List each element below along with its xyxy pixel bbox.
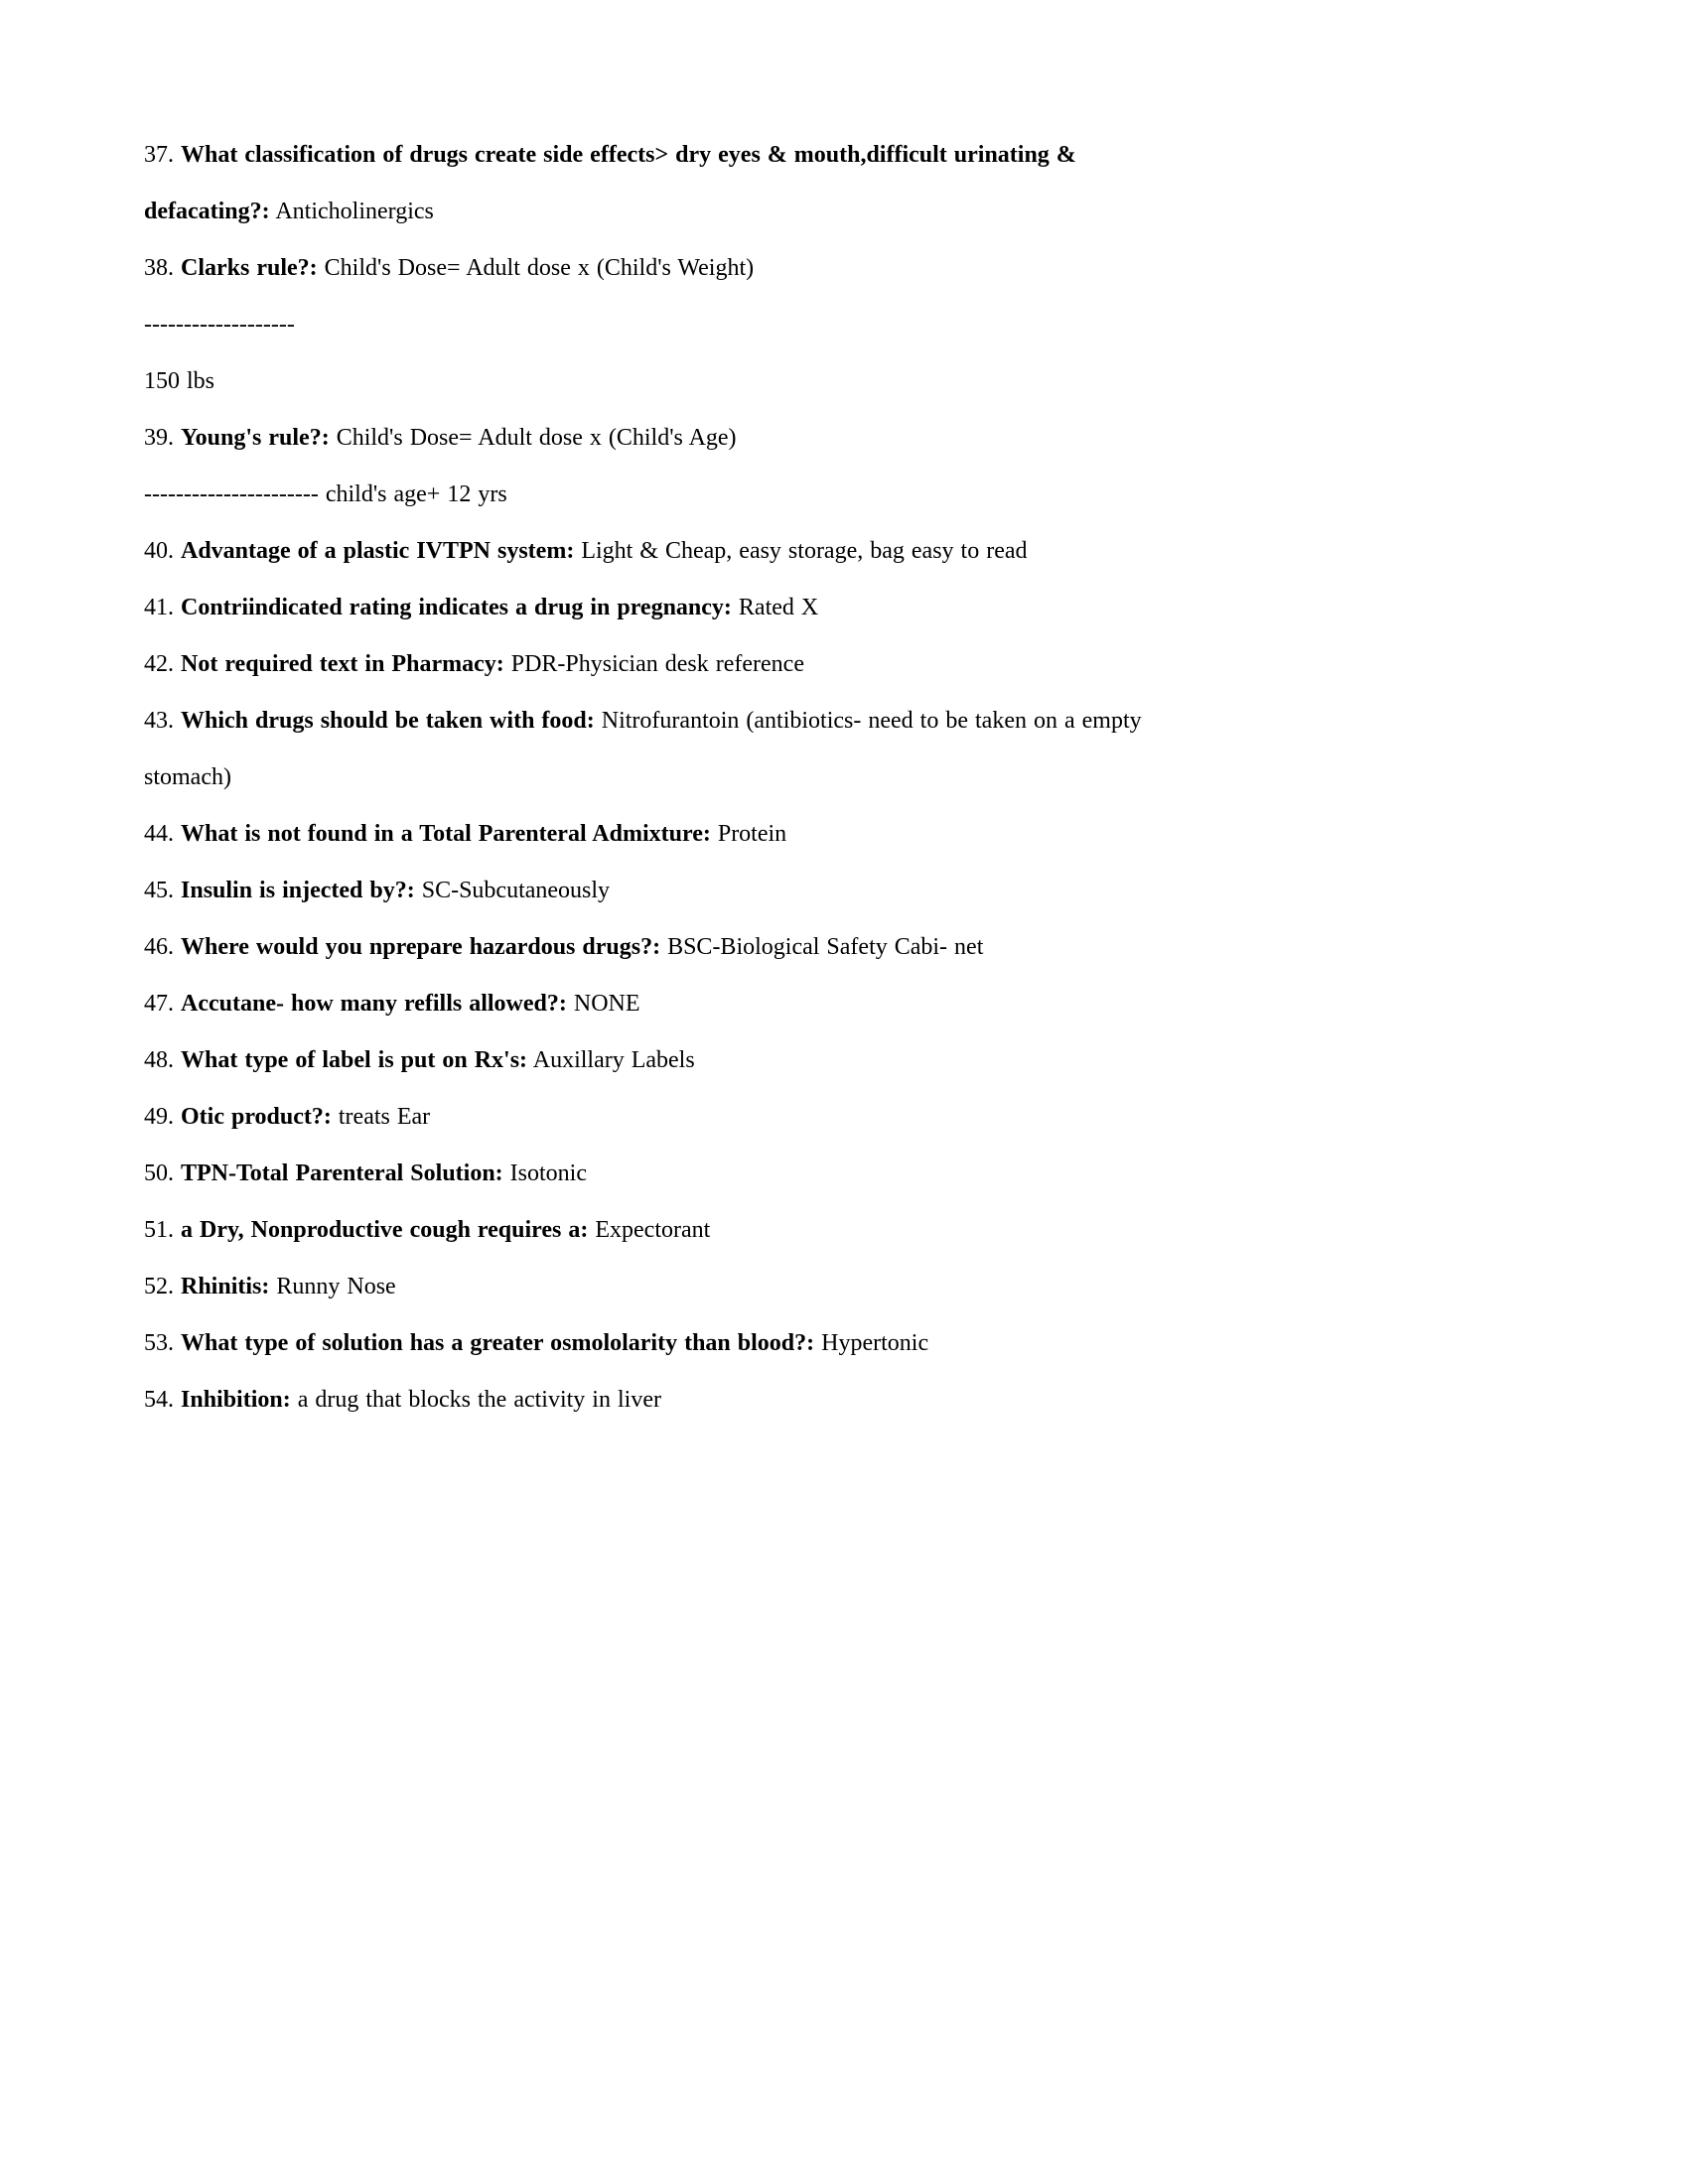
qa-number: 50. [144, 1160, 174, 1186]
qa-number: 38. [144, 255, 174, 281]
qa-number: 40. [144, 538, 174, 564]
qa-item [144, 1202, 1182, 1259]
qa-answer: Auxillary Labels [532, 1047, 695, 1073]
qa-question: Inhibition: [181, 1387, 291, 1413]
qa-answer: Expectorant [595, 1217, 711, 1243]
qa-answer: SC-Subcutaneously [421, 878, 611, 903]
qa-item [144, 410, 1182, 467]
qa-question: a Dry, Nonproductive cough requires a: [181, 1217, 589, 1243]
qa-answer: BSC-Biological Safety Cabi- net [667, 934, 984, 960]
qa-item [144, 1315, 1182, 1372]
qa-question: Advantage of a plastic IVTPN system: [181, 538, 575, 564]
qa-question: What type of solution has a greater osmololarity than blood?: [181, 1330, 815, 1356]
qa-number: 39. [144, 425, 174, 451]
qa-item [144, 240, 1182, 297]
qa-answer: a drug that blocks the activity in liver [297, 1387, 661, 1413]
qa-item [144, 1259, 1182, 1315]
qa-number: 41. [144, 595, 174, 620]
qa-number: 53. [144, 1330, 174, 1356]
qa-question: Clarks rule?: [181, 255, 318, 281]
qa-item [144, 693, 1182, 806]
qa-answer: PDR-Physician desk reference [510, 651, 804, 677]
text-line: ---------------------- child's age+ 12 yrs [144, 481, 507, 507]
qa-question: Rhinitis: [181, 1274, 270, 1299]
qa-item [144, 976, 1182, 1032]
qa-number: 51. [144, 1217, 174, 1243]
qa-number: 47. [144, 991, 174, 1017]
qa-question: Contriindicated rating indicates a drug in pregnancy: [181, 595, 732, 620]
qa-item [144, 636, 1182, 693]
qa-answer: Isotonic [509, 1160, 587, 1186]
qa-item [144, 1372, 1182, 1429]
qa-number: 43. [144, 708, 174, 734]
qa-item [144, 806, 1182, 863]
qa-question: TPN-Total Parenteral Solution: [181, 1160, 503, 1186]
qa-answer: Hypertonic [821, 1330, 929, 1356]
qa-item [144, 919, 1182, 976]
qa-question: Not required text in Pharmacy: [181, 651, 504, 677]
qa-item [144, 580, 1182, 636]
qa-number: 48. [144, 1047, 174, 1073]
qa-question: Insulin is injected by?: [181, 878, 415, 903]
text-line: 150 lbs [144, 368, 215, 394]
qa-item [144, 863, 1182, 919]
qa-number: 49. [144, 1104, 174, 1130]
qa-question: Which drugs should be taken with food: [181, 708, 595, 734]
qa-answer: Protein [717, 821, 787, 847]
qa-answer: Child's Dose= Adult dose x (Child's Weight) [324, 255, 755, 281]
qa-question: Young's rule?: [181, 425, 330, 451]
qa-question: What is not found in a Total Parenteral Admixture: [181, 821, 711, 847]
qa-number: 42. [144, 651, 174, 677]
qa-list [144, 127, 1182, 1429]
qa-question: Accutane- how many refills allowed?: [181, 991, 567, 1017]
qa-answer: Rated X [738, 595, 819, 620]
qa-answer: Child's Dose= Adult dose x (Child's Age) [336, 425, 737, 451]
qa-question: Otic product?: [181, 1104, 332, 1130]
qa-answer: Anticholinergics [275, 199, 434, 224]
qa-question: What classification of drugs create side effects> dry eyes & mouth,difficult urinating & defacating?: [144, 142, 1076, 224]
qa-number: 46. [144, 934, 174, 960]
qa-number: 52. [144, 1274, 174, 1299]
qa-item [144, 1032, 1182, 1089]
qa-answer: Runny Nose [276, 1274, 396, 1299]
qa-item [144, 523, 1182, 580]
qa-answer: treats Ear [338, 1104, 431, 1130]
qa-answer: Nitrofurantoin (antibiotics- need to be taken on a empty stomach) [144, 708, 1142, 790]
qa-number: 45. [144, 878, 174, 903]
qa-answer: NONE [573, 991, 640, 1017]
qa-number: 54. [144, 1387, 174, 1413]
qa-number: 37. [144, 142, 174, 168]
qa-item [144, 127, 1182, 240]
qa-item [144, 1146, 1182, 1202]
qa-item [144, 1089, 1182, 1146]
qa-number: 44. [144, 821, 174, 847]
qa-answer: Light & Cheap, easy storage, bag easy to read [581, 538, 1028, 564]
qa-question: Where would you nprepare hazardous drugs?: [181, 934, 661, 960]
qa-question: What type of label is put on Rx's: [181, 1047, 528, 1073]
text-line: ------------------- [144, 312, 295, 338]
